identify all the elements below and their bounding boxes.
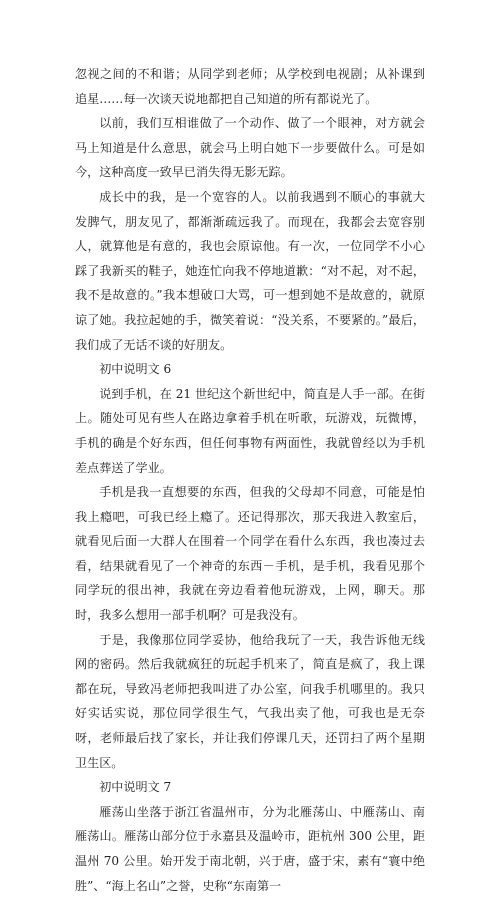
paragraph: 成长中的我，是一个宽容的人。以前我遇到不顺心的事就大发脾气，朋友见了，都渐渐疏远我了。而现在，我都会去宽容别人，就算他是有意的，我也会原谅他。有一次，一位同学不小心踩了我新买的鞋子，她连忙向我不停地道歉：“对不起，对不起，我不是故意的。”我本想破口大骂，可一想到她不是故意的，就原谅了她。我拉起她的手，微笑着说：“没关系，不要紧的。”最后，我们成了无话不谈的好朋友。: [75, 189, 425, 352]
section-heading: 初中说明文 6: [99, 362, 172, 377]
document-body: [75, 62, 425, 898]
paragraph: 雁荡山坐落于浙江省温州市，分为北雁荡山、中雁荡山、南雁荡山。雁荡山部分位于永嘉县及温岭市，距杭州 300 公里，距温州 70 公里。始开发于南北朝，兴于唐，盛于宋，素有“寰中绝胜”、“海上名山”之誉，史称“东南第一: [75, 804, 425, 893]
paragraph: 于是，我像那位同学妥协，他给我玩了一天，我告诉他无线网的密码。然后我就疯狂的玩起手机来了，简直是疯了，我上课都在玩，导致冯老师把我叫进了办公室，问我手机哪里的。我只好实话实说，那位同学很生气，气我出卖了他，可我也是无奈呀，老师最后找了家长，并让我们停课几天，还罚扫了两个星期卫生区。: [75, 632, 425, 770]
section-heading: 初中说明文 7: [99, 780, 172, 795]
paragraph: 说到手机，在 21 世纪这个新世纪中，简直是人手一部。在街上。随处可见有些人在路边拿着手机在听歌，玩游戏，玩微博，手机的确是个好东西，但任何事物有两面性，我就曾经以为手机差点葬送了学业。: [75, 386, 425, 475]
paragraph: 以前，我们互相谁做了一个动作、做了一个眼神，对方就会马上知道是什么意思，就会马上明白她下一步要做什么。可是如今，这种高度一致早已消失得无影无踪。: [75, 116, 425, 180]
paragraph: 手机是我一直想要的东西，但我的父母却不同意，可能是怕我上瘾吧，可我已经上瘾了。还记得那次，那天我进入教室后，就看见后面一大群人在围着一个同学在看什么东西，我也凑过去看，结果就看见了一个神奇的东西－手机，是手机，我看见那个同学玩的很出神，我就在旁边看着他玩游戏，上网，聊天。那时，我多么想用一部手机啊？可是我没有。: [75, 485, 425, 623]
paragraph-continuation: 忽视之间的不和谐；从同学到老师；从学校到电视剧；从补课到追星……每一次谈天说地都把自己知道的所有都说光了。: [75, 67, 425, 106]
